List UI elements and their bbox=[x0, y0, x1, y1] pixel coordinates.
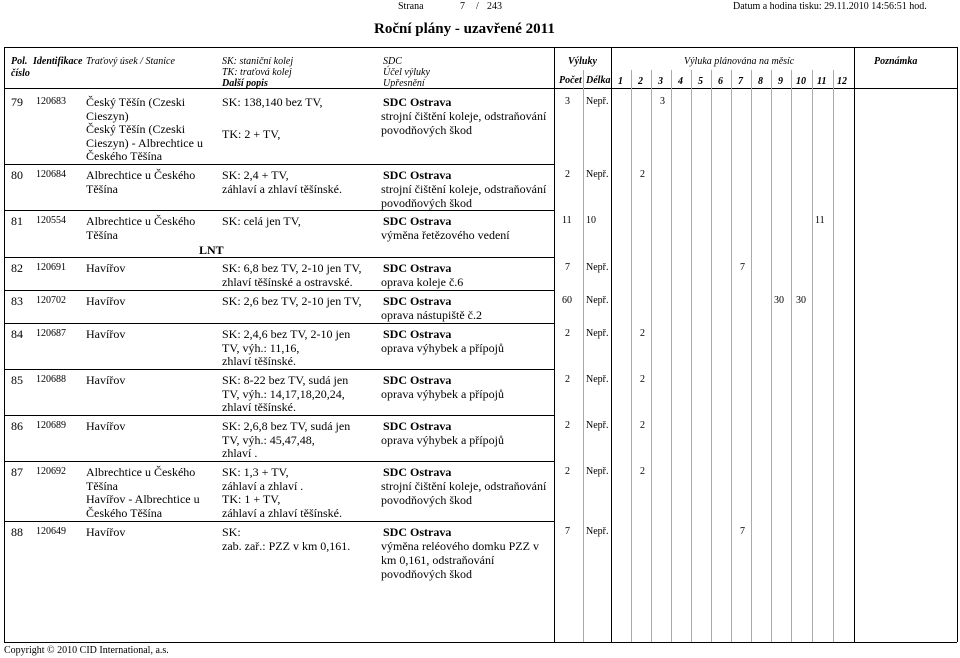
row-delka: Nepř. bbox=[586, 295, 609, 306]
row-month-value: 2 bbox=[640, 374, 645, 385]
row-sk: SK: bbox=[222, 525, 241, 539]
header-month-4: 4 bbox=[678, 76, 683, 87]
row-delka: Nepř. bbox=[586, 374, 609, 385]
header-month-7: 7 bbox=[738, 76, 743, 87]
row-sk: záhlaví a zhlaví . bbox=[222, 478, 304, 493]
row-sdc: SDC Ostrava bbox=[383, 261, 452, 275]
row-ucel: oprava výhybek a přípojů bbox=[381, 433, 504, 447]
row-id: 120684 bbox=[36, 169, 66, 180]
row-station: Havířov bbox=[86, 419, 126, 433]
row-number: 86 bbox=[11, 419, 23, 433]
row-month-value: 30 bbox=[796, 295, 806, 306]
row-sk: zhlaví těšínské. bbox=[222, 354, 296, 368]
header-month-11: 11 bbox=[817, 76, 827, 87]
header-sk: SK: staniční kolej bbox=[222, 56, 294, 67]
row-number: 87 bbox=[11, 465, 23, 479]
row-id: 120689 bbox=[36, 420, 66, 431]
row-pocet: 3 bbox=[565, 96, 570, 107]
lnt-label: LNT bbox=[199, 243, 224, 257]
report-title: Roční plány - uzavřené 2011 bbox=[374, 21, 555, 37]
row-ucel: oprava výhybek a přípojů bbox=[381, 387, 504, 401]
header-month-10: 10 bbox=[796, 76, 806, 87]
row-ucel: výměna řetězového vedení bbox=[381, 228, 510, 242]
row-month-value: 3 bbox=[660, 96, 665, 107]
row-station: Havířov bbox=[86, 261, 126, 275]
row-station: Havířov bbox=[86, 525, 126, 539]
row-sk: záhlaví a zhlaví těšínské. bbox=[222, 505, 342, 520]
row-ucel: povodňových škod bbox=[381, 493, 472, 507]
row-id: 120702 bbox=[36, 295, 66, 306]
row-month-value: 30 bbox=[774, 295, 784, 306]
header-month-6: 6 bbox=[718, 76, 723, 87]
header-month-3: 3 bbox=[658, 76, 663, 87]
row-pocet: 2 bbox=[565, 374, 570, 385]
row-ucel: povodňových škod bbox=[381, 196, 472, 210]
row-station: Těšína bbox=[86, 181, 118, 196]
row-delka: Nepř. bbox=[586, 466, 609, 477]
row-station: Český Těšín (Czeski bbox=[86, 122, 186, 136]
row-ucel: strojní čištění koleje, odstraňování bbox=[381, 479, 547, 493]
header-mesic: Výluka plánována na měsíc bbox=[684, 56, 795, 67]
header-pol: Pol. bbox=[11, 56, 28, 67]
row-sk: zhlaví . bbox=[222, 446, 258, 460]
row-number: 81 bbox=[11, 214, 23, 228]
row-sdc: SDC Ostrava bbox=[383, 95, 452, 109]
row-sk: SK: 6,8 bez TV, 2-10 jen TV, bbox=[222, 261, 362, 275]
row-sk: zhlaví těšínské a ostravské. bbox=[222, 274, 353, 289]
row-pocet: 7 bbox=[565, 526, 570, 537]
row-delka: Nepř. bbox=[586, 262, 609, 273]
row-pocet: 2 bbox=[565, 420, 570, 431]
header-delka: Délka bbox=[586, 75, 611, 86]
header-month-9: 9 bbox=[778, 76, 783, 87]
row-id: 120554 bbox=[36, 215, 66, 226]
row-station: Albrechtice u Českého bbox=[86, 168, 196, 182]
row-sk: SK: 2,6 bez TV, 2-10 jen TV, bbox=[222, 294, 362, 308]
row-id: 120687 bbox=[36, 328, 66, 339]
row-id: 120688 bbox=[36, 374, 66, 385]
row-sdc: SDC Ostrava bbox=[383, 373, 452, 387]
row-delka: Nepř. bbox=[586, 169, 609, 180]
row-station: Havířov bbox=[86, 373, 126, 387]
page-label: Strana bbox=[398, 1, 424, 12]
header-dalsi-popis: Další popis bbox=[222, 78, 268, 89]
row-station: Albrechtice u Českého bbox=[86, 465, 196, 479]
row-month-value: 11 bbox=[815, 215, 825, 226]
row-sk: zab. zař.: PZZ v km 0,161. bbox=[222, 538, 351, 553]
row-sk: zhlaví těšínské. bbox=[222, 400, 296, 414]
row-sk: TV, výh.: 11,16, bbox=[222, 340, 300, 355]
row-sk: záhlaví a zhlaví těšínské. bbox=[222, 181, 342, 196]
row-number: 83 bbox=[11, 294, 23, 308]
header-sdc: SDC bbox=[383, 56, 402, 67]
header-month-2: 2 bbox=[638, 76, 643, 87]
row-sdc: SDC Ostrava bbox=[383, 214, 452, 228]
page-number: 7 bbox=[460, 1, 465, 12]
header-month-5: 5 bbox=[698, 76, 703, 87]
footer-copyright: Copyright © 2010 CID International, a.s. bbox=[4, 645, 169, 656]
header-tk: TK: traťová kolej bbox=[222, 67, 292, 78]
header-vyluky: Výluky bbox=[568, 56, 597, 67]
row-pocet: 2 bbox=[565, 169, 570, 180]
row-ucel: oprava nástupiště č.2 bbox=[381, 308, 482, 322]
row-station: Českého Těšína bbox=[86, 505, 163, 520]
row-pocet: 60 bbox=[562, 295, 572, 306]
header-upresneni: Upřesnění bbox=[383, 78, 425, 89]
row-sk: SK: 1,3 + TV, bbox=[222, 465, 289, 479]
row-sdc: SDC Ostrava bbox=[383, 294, 452, 308]
row-delka: Nepř. bbox=[586, 96, 609, 107]
print-datetime: Datum a hodina tisku: 29.11.2010 14:56:51 hod. bbox=[733, 1, 927, 12]
row-pocet: 11 bbox=[562, 215, 572, 226]
row-station: Těšína bbox=[86, 478, 118, 493]
row-id: 120692 bbox=[36, 466, 66, 477]
row-ucel: výměna reléového domku PZZ v bbox=[381, 539, 539, 553]
row-sk: SK: 2,6,8 bez TV, sudá jen bbox=[222, 419, 351, 433]
row-ucel: povodňových škod bbox=[381, 567, 472, 581]
row-number: 84 bbox=[11, 327, 23, 341]
row-sk: SK: 2,4,6 bez TV, 2-10 jen bbox=[222, 327, 351, 341]
row-sk: SK: celá jen TV, bbox=[222, 214, 301, 228]
row-month-value: 2 bbox=[640, 328, 645, 339]
row-pocet: 2 bbox=[565, 328, 570, 339]
row-id: 120683 bbox=[36, 96, 66, 107]
row-ucel: strojní čištění koleje, odstraňování bbox=[381, 109, 547, 123]
row-month-value: 2 bbox=[640, 466, 645, 477]
header-identifikace: Identifikace bbox=[33, 56, 83, 67]
row-month-value: 2 bbox=[640, 420, 645, 431]
header-month-12: 12 bbox=[837, 76, 847, 87]
row-month-value: 7 bbox=[740, 526, 745, 537]
row-sk: TK: 1 + TV, bbox=[222, 492, 281, 506]
header-poznamka: Poznámka bbox=[874, 56, 918, 67]
row-number: 82 bbox=[11, 261, 23, 275]
row-ucel: povodňových škod bbox=[381, 123, 472, 137]
header-cislo: číslo bbox=[11, 68, 30, 79]
row-sdc: SDC Ostrava bbox=[383, 168, 452, 182]
row-id: 120649 bbox=[36, 526, 66, 537]
header-pocet: Počet bbox=[559, 75, 582, 86]
row-number: 79 bbox=[11, 95, 23, 109]
header-month-8: 8 bbox=[758, 76, 763, 87]
row-sk: SK: 138,140 bez TV, bbox=[222, 95, 323, 109]
header-month-1: 1 bbox=[618, 76, 623, 87]
row-sk: TV, výh.: 45,47,48, bbox=[222, 432, 315, 447]
row-sk: SK: 8-22 bez TV, sudá jen bbox=[222, 373, 349, 387]
row-delka: Nepř. bbox=[586, 526, 609, 537]
row-sdc: SDC Ostrava bbox=[383, 465, 452, 479]
row-month-value: 7 bbox=[740, 262, 745, 273]
row-station: Cieszyn) - Albrechtice u bbox=[86, 135, 203, 150]
row-station: Český Těšín (Czeski bbox=[86, 95, 186, 109]
row-sdc: SDC Ostrava bbox=[383, 525, 452, 539]
row-number: 88 bbox=[11, 525, 23, 539]
row-sk: SK: 2,4 + TV, bbox=[222, 168, 289, 182]
page-separator: / bbox=[476, 1, 479, 12]
row-delka: 10 bbox=[586, 215, 596, 226]
row-ucel: strojní čištění koleje, odstraňování bbox=[381, 182, 547, 196]
row-station: Havířov bbox=[86, 294, 126, 308]
row-id: 120691 bbox=[36, 262, 66, 273]
row-station: Cieszyn) bbox=[86, 108, 129, 123]
row-station: Těšína bbox=[86, 227, 118, 242]
row-sk: TV, výh.: 14,17,18,20,24, bbox=[222, 386, 345, 401]
row-station: Havířov - Albrechtice u bbox=[86, 492, 200, 506]
row-sk: TK: 2 + TV, bbox=[222, 127, 281, 141]
row-ucel: km 0,161, odstraňování bbox=[381, 553, 495, 567]
row-delka: Nepř. bbox=[586, 420, 609, 431]
row-pocet: 7 bbox=[565, 262, 570, 273]
row-number: 80 bbox=[11, 168, 23, 182]
row-delka: Nepř. bbox=[586, 328, 609, 339]
row-station: Českého Těšína bbox=[86, 149, 163, 163]
page-total: 243 bbox=[487, 1, 502, 12]
row-ucel: oprava koleje č.6 bbox=[381, 275, 464, 289]
header-ucel: Účel výluky bbox=[383, 67, 430, 78]
row-month-value: 2 bbox=[640, 169, 645, 180]
row-station: Havířov bbox=[86, 327, 126, 341]
row-station: Albrechtice u Českého bbox=[86, 214, 196, 228]
row-ucel: oprava výhybek a přípojů bbox=[381, 341, 504, 355]
row-pocet: 2 bbox=[565, 466, 570, 477]
row-number: 85 bbox=[11, 373, 23, 387]
row-sdc: SDC Ostrava bbox=[383, 327, 452, 341]
header-trat: Traťový úsek / Stanice bbox=[86, 56, 175, 67]
row-sdc: SDC Ostrava bbox=[383, 419, 452, 433]
